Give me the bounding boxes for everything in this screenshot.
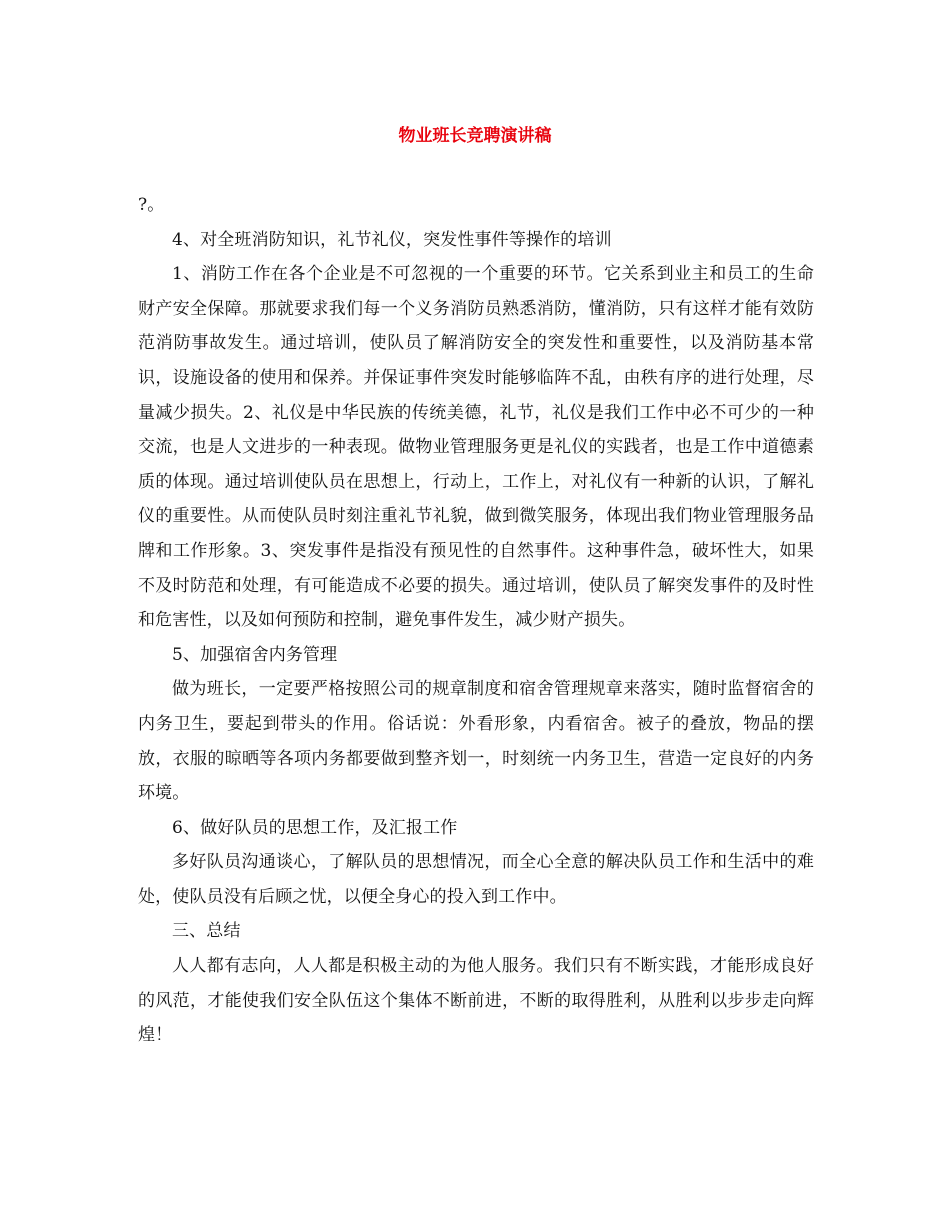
paragraph-dormitory-details: 做为班长，一定要严格按照公司的规章制度和宿舍管理规章来落实，随时监督宿舍的内务卫生，要起到带头的作用。俗话说：外看形象，内看宿舍。被子的叠放，物品的摆放，衣服的晾晒等各项内务都要做到整齐划一，时刻统一内务卫生，营造一定良好的内务环境。 — [138, 679, 814, 804]
document-body — [138, 188, 814, 1053]
paragraph-0: ?。 — [138, 195, 165, 215]
paragraph-heading-dormitory: 5、加强宿舍内务管理 — [172, 644, 338, 665]
paragraph-training-details: 1、消防工作在各个企业是不可忽视的一个重要的环节。它关系到业主和员工的生命财产安全保障。那就要求我们每一个义务消防员熟悉消防，懂消防，只有这样才能有效防范消防事故发生。通过培训，使队员了解消防安全的突发性和重要性，以及消防基本常识，设施设备的使用和保养。并保证事件突发时能够临阵不乱，由秩有序的进行处理，尽量减少损失。2、礼仪是中华民族的传统美德，礼节，礼仪是我们工作中必不可少的一种交流，也是人文进步的一种表现。做物业管理服务更是礼仪的实践者，也是工作中道德素质的体现。通过培训使队员在思想上，行动上，工作上，对礼仪有一种新的认识，了解礼仪的重要性。从而使队员时刻注重礼节礼貌，做到微笑服务，体现出我们物业管理服务品牌和工作形象。3、突发事件是指没有预见性的自然事件。这种事件急，破坏性大，如果不及时防范和处理，有可能造成不必要的损失。通过培训，使队员了解突发事件的及时性和危害性，以及如何预防和控制，避免事件发生，减少财产损失。 — [138, 264, 814, 631]
paragraph-summary-details: 人人都有志向，人人都是积极主动的为他人服务。我们只有不断实践，才能形成良好的风范，才能使我们安全队伍这个集体不断前进，不断的取得胜利，从胜利以步步走向辉煌！ — [138, 956, 814, 1046]
paragraph-heading-training: 4、对全班消防知识，礼节礼仪，突发性事件等操作的培训 — [172, 229, 612, 250]
document-title: 物业班长竞聘演讲稿 — [398, 126, 552, 146]
paragraph-heading-thought-work: 6、做好队员的思想工作，及汇报工作 — [172, 817, 458, 838]
paragraph-heading-summary: 三、总结 — [172, 921, 241, 942]
paragraph-thought-work-details: 多好队员沟通谈心，了解队员的思想情况，而全心全意的解决队员工作和生活中的难处，使队员没有后顾之忧，以便全身心的投入到工作中。 — [138, 852, 814, 907]
